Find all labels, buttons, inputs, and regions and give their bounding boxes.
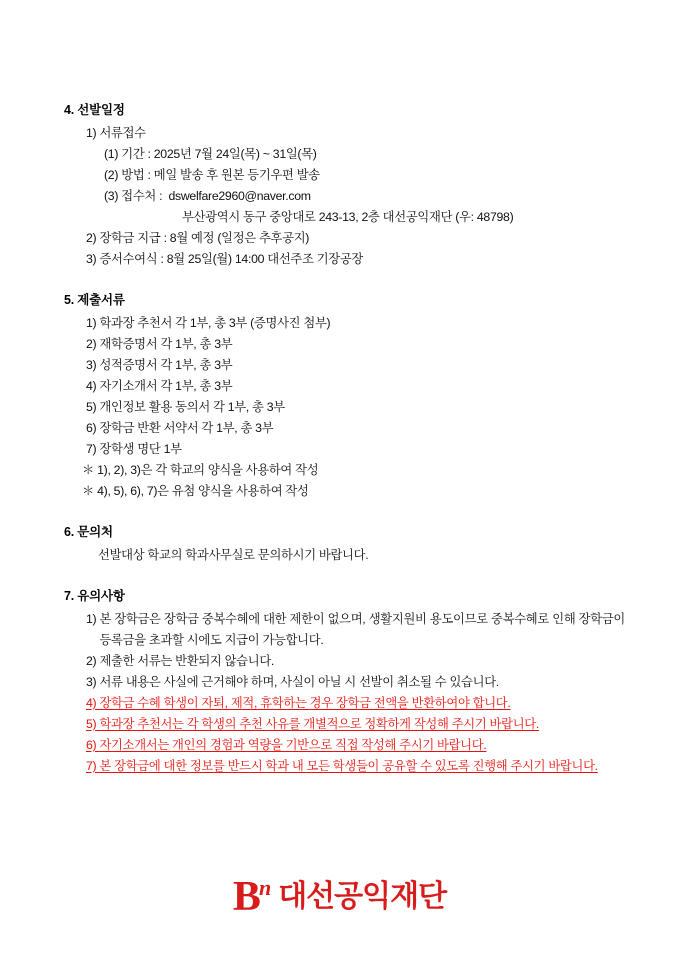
notice-marker: 7) [86, 759, 100, 773]
document-line: 1) 서류접수 [86, 126, 146, 140]
logo-superscript: n [258, 875, 271, 900]
document-line: 3) 성적증명서 각 1부, 총 3부 [86, 358, 233, 372]
notice-item [64, 651, 625, 672]
section-contact [64, 522, 625, 566]
notice-text: 학과장 추천서는 각 학생의 추천 사유를 개별적으로 정확하게 작성해 주시기 바랍니다. [99, 717, 539, 731]
document-line: (2) 방법 : 메일 발송 후 원본 등기우편 발송 [104, 168, 320, 182]
foundation-name: 대선공익재단 [278, 879, 447, 913]
document-line: 6) 장학금 반환 서약서 각 1부, 총 3부 [86, 421, 274, 435]
document-line: 2) 재학증명서 각 1부, 총 3부 [86, 337, 233, 351]
notice-text: 자기소개서는 개인의 경험과 역량을 기반으로 직접 작성해 주시기 바랍니다. [99, 738, 487, 752]
notice-text: 장학금 수혜 학생이 자퇴, 제적, 휴학하는 경우 장학금 전액을 반환하여야 합니다. [99, 696, 511, 710]
notice-item [64, 714, 625, 735]
notice-item [64, 609, 625, 651]
document-note: ＊ 1), 2), 3)은 각 학교의 양식을 사용하여 작성 [82, 463, 319, 477]
notice-item [64, 756, 625, 777]
footer-logo [0, 867, 679, 918]
document-line: 선발대상 학교의 학과사무실로 문의하시기 바랍니다. [98, 548, 369, 562]
notice-marker: 6) [86, 738, 100, 752]
notice-marker: 5) [86, 717, 100, 731]
notice-marker: 4) [86, 696, 100, 710]
section-heading: 7. 유의사항 [64, 589, 125, 603]
spacer [64, 276, 625, 290]
logo-letter: B [232, 874, 259, 920]
document-note: ＊ 4), 5), 6), 7)은 유첨 양식을 사용하여 작성 [82, 484, 309, 498]
document-line-email: (3) 접수처 : dswelfare2960@naver.com [104, 189, 311, 203]
document-line: (1) 기간 : 2025년 7월 24일(목) ~ 31일(목) [104, 147, 317, 161]
foundation-logo-icon [233, 867, 270, 918]
notice-item [64, 735, 625, 756]
notice-text: 본 장학금에 대한 정보를 반드시 학과 내 모든 학생들이 공유할 수 있도록 진행해 주시기 바랍니다. [99, 759, 598, 773]
section-heading: 5. 제출서류 [64, 293, 125, 307]
section-notices [64, 586, 625, 777]
section-heading: 6. 문의처 [64, 525, 113, 539]
notice-text: 본 장학금은 장학금 중복수혜에 대한 제한이 없으며, 생활지원비 용도이므로 중복수혜로 인해 장학금이 등록금을 초과할 시에도 지급이 가능합니다. [99, 612, 625, 647]
document-line: 5) 개인정보 활용 동의서 각 1부, 총 3부 [86, 400, 285, 414]
notice-text: 서류 내용은 사실에 근거해야 하며, 사실이 아닐 시 선발이 취소될 수 있습니다. [99, 675, 499, 689]
notice-item [64, 693, 625, 714]
notice-marker: 1) [86, 612, 100, 626]
spacer [64, 572, 625, 586]
document-line: 2) 장학금 지급 : 8월 예정 (일정은 추후공지) [86, 231, 310, 245]
section-selection-schedule [64, 100, 625, 270]
notice-marker: 3) [86, 675, 100, 689]
document-line: 3) 증서수여식 : 8월 25일(월) 14:00 대선주조 기장공장 [86, 252, 364, 266]
notice-marker: 2) [86, 654, 100, 668]
document-line-address: 부산광역시 동구 중앙대로 243-13, 2층 대선공익재단 (우: 48798) [182, 210, 514, 224]
document-line: 4) 자기소개서 각 1부, 총 3부 [86, 379, 233, 393]
document-line: 1) 학과장 추천서 각 1부, 총 3부 (증명사진 첨부) [86, 316, 331, 330]
document-line: 7) 장학생 명단 1부 [86, 442, 182, 456]
notice-item [64, 672, 625, 693]
section-required-documents [64, 290, 625, 502]
section-heading: 4. 선발일정 [64, 103, 125, 117]
spacer [64, 508, 625, 522]
notice-text: 제출한 서류는 반환되지 않습니다. [99, 654, 275, 668]
